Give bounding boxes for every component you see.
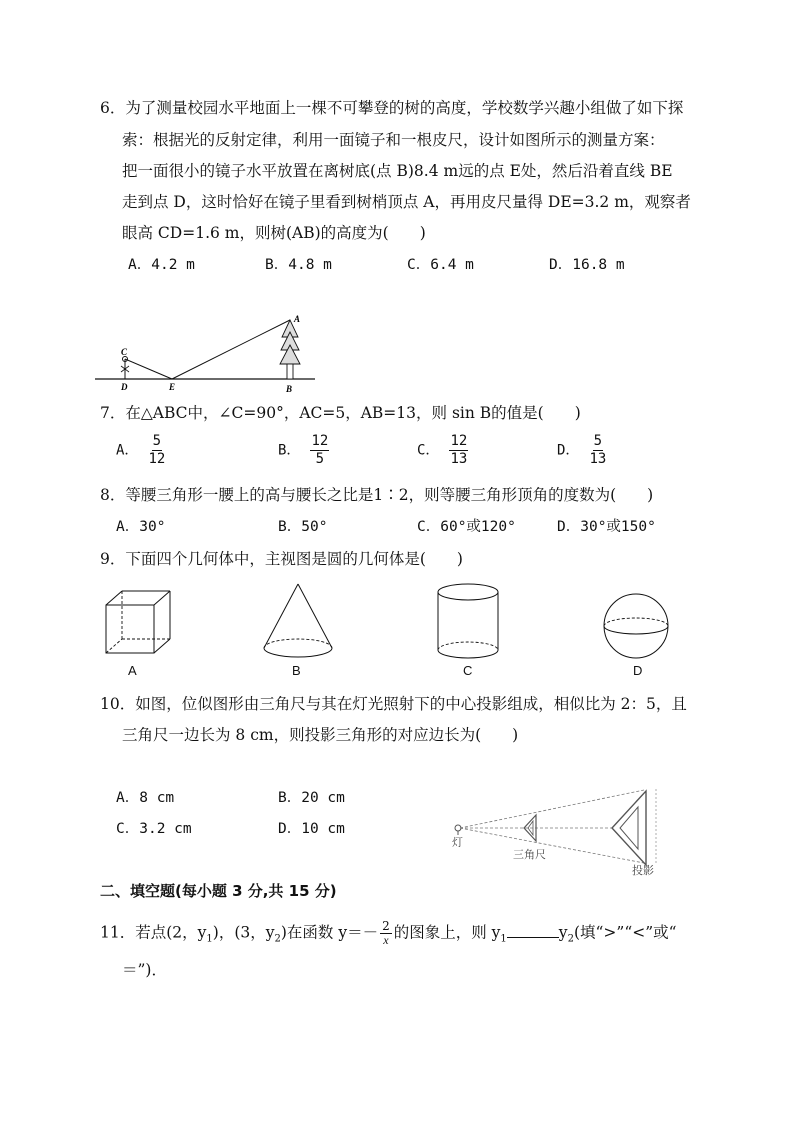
q6-option-b: B．4.8 m [265, 257, 332, 273]
q7-option-a [116, 433, 165, 468]
q6-label-e: E [169, 382, 176, 392]
q11-mid-1: )，(3，y [212, 923, 275, 942]
q11-answer-blank[interactable] [507, 923, 559, 938]
q7-option-b-letter: B． [278, 442, 301, 459]
q9-caption-d: D [633, 663, 643, 678]
q7-option-a-den: 12 [148, 451, 166, 467]
q10-line-2: 三角尺一边长为 8 cm，则投影三角形的对应边长为( ) [122, 726, 519, 744]
q7-option-d-den: 13 [589, 451, 607, 467]
q6-line-1: 6．为了测量校园水平地面上一棵不可攀登的树的高度，学校数学兴趣小组做了如下探 [100, 99, 684, 117]
cone-figure [258, 580, 338, 665]
q11-sub-y1: 1 [500, 933, 507, 945]
q7-option-b-den: 5 [315, 451, 325, 467]
q11-frac-num: 2 [382, 919, 390, 933]
q9-caption-b: B [292, 663, 301, 678]
q6-line-5: 眼高 CD=1.6 m，则树(AB)的高度为( ) [122, 224, 426, 242]
q11-suffix: 的图象上，则 y [393, 923, 501, 942]
q8-stem: 8．等腰三角形一腰上的高与腰长之比是1∶2，则等腰三角形顶角的度数为( ) [100, 486, 654, 504]
q10-option-a: A．8 cm [116, 790, 175, 806]
q7-option-b [278, 433, 329, 468]
q11-sub-1: 1 [206, 933, 213, 945]
q6-option-a: A．4.2 m [128, 257, 195, 273]
cylinder-figure [430, 580, 506, 665]
q8-option-d: D．30°或150° [557, 519, 656, 535]
q6-line-4: 走到点 D，这时恰好在镜子里看到树梢顶点 A，再用皮尺量得 DE=3.2 m，观察者 [122, 193, 691, 211]
q7-stem: 7．在△ABC中，∠C=90°，AC=5，AB=13，则 sin B的值是( ) [100, 404, 581, 422]
q11-sub-y2: 2 [567, 933, 574, 945]
q7-option-c [417, 433, 468, 468]
q6-label-c: C [121, 347, 128, 357]
q10-option-d: D．10 cm [278, 821, 345, 837]
q7-option-c-num: 12 [450, 433, 468, 449]
sphere-figure [598, 588, 674, 664]
q10-label-projection: 投影 [632, 865, 654, 877]
q6-line-2: 索：根据光的反射定律，利用一面镜子和一根皮尺，设计如图所示的测量方案： [122, 131, 665, 149]
q10-label-ruler: 三角尺 [513, 849, 546, 861]
q9-caption-c: C [463, 663, 473, 678]
q8-option-b: B．50° [278, 519, 328, 535]
q9-stem: 9．下面四个几何体中，主视图是圆的几何体是( ) [100, 550, 463, 568]
q8-option-c: C．60°或120° [417, 519, 516, 535]
q6-label-d: D [121, 382, 128, 392]
q7-option-c-letter: C． [417, 442, 440, 459]
q11-sub-2: 2 [274, 933, 281, 945]
q6-label-a: A [294, 314, 301, 324]
section-2-title: 二、填空题(每小题 3 分,共 15 分) [100, 882, 337, 900]
question-11-line-2: ＝”)． [122, 961, 167, 979]
q11-prefix: 11．若点(2，y [100, 923, 207, 942]
q10-label-lamp: 灯 [452, 837, 463, 849]
q6-label-b: B [286, 384, 293, 394]
q7-option-c-den: 13 [450, 451, 468, 467]
q8-option-a: A．30° [116, 519, 166, 535]
q10-option-c: C．3.2 cm [116, 821, 192, 837]
cube-figure [98, 585, 178, 665]
q7-option-b-num: 12 [311, 433, 329, 449]
q7-option-a-letter: A． [116, 442, 139, 459]
q7-option-d [557, 433, 606, 468]
q10-line-1: 10．如图，位似图形由三角尺与其在灯光照射下的中心投影组成，相似比为 2：5，且 [100, 695, 687, 713]
q9-caption-a: A [128, 663, 137, 678]
q7-option-d-num: 5 [593, 433, 603, 449]
q6-mirror-figure [90, 310, 320, 400]
q7-option-d-letter: D． [557, 442, 580, 459]
q10-option-b: B．20 cm [278, 790, 345, 806]
q11-mid-2: )在函数 y＝－ [280, 923, 379, 942]
q6-option-d: D．16.8 m [549, 257, 625, 273]
q7-option-a-num: 5 [152, 433, 162, 449]
q11-frac-den: x [383, 933, 389, 947]
q6-line-3: 把一面很小的镜子水平放置在离树底(点 B)8.4 m远的点 E处，然后沿着直线 BE [122, 162, 673, 180]
q11-tail: (填“>”“<”或“ [573, 923, 677, 942]
question-11-line-1: 11．若点(2，$y_1$)，(3，$y_2$)在函数 y＝－ $\frac{2}{x}$ 的图象上，则 $y_1$ $y_2$(填“>”“<”或“ [100, 919, 677, 947]
q6-option-c: C．6.4 m [407, 257, 474, 273]
